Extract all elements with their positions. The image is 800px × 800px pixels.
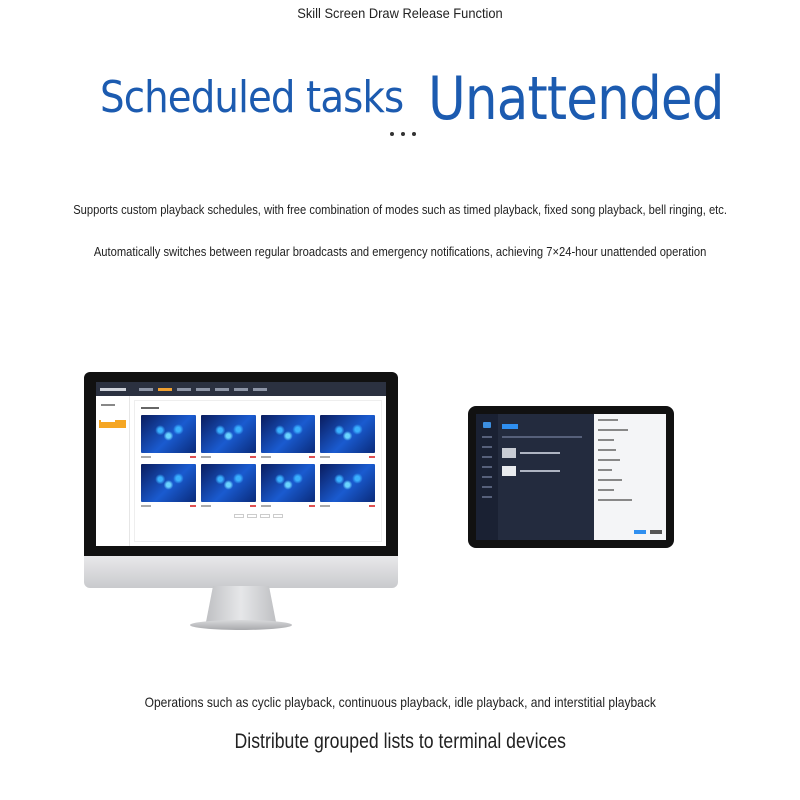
tablet-list-item bbox=[502, 446, 590, 460]
description-schedules: Supports custom playback schedules, with free combination of modes such as timed playback, fixed song playback, bell ringing, etc. bbox=[73, 202, 727, 217]
media-card bbox=[201, 415, 256, 458]
hero-title-scheduled: Scheduled tasks bbox=[100, 72, 404, 123]
monitor-screen bbox=[96, 382, 386, 546]
sidebar-item bbox=[99, 404, 126, 412]
app-sidebar bbox=[96, 396, 130, 546]
footer-operations: Operations such as cyclic playback, continuous playback, idle playback, and interstitial playback bbox=[144, 694, 656, 710]
tablet-settings-panel bbox=[594, 414, 666, 540]
tablet-list-item bbox=[502, 464, 590, 478]
tablet-tab bbox=[502, 424, 518, 429]
tablet-list-panel bbox=[476, 414, 594, 540]
hero-title-unattended: Unattended bbox=[428, 64, 724, 134]
monitor-chin bbox=[84, 556, 398, 588]
description-unattended: Automatically switches between regular broadcasts and emergency notifications, achieving 7×24-hour unattended operation bbox=[93, 244, 707, 259]
media-card bbox=[320, 415, 375, 458]
app-nav bbox=[139, 388, 267, 391]
media-card bbox=[201, 464, 256, 507]
tablet-screen bbox=[476, 414, 666, 540]
media-card bbox=[261, 415, 316, 458]
ellipsis-icon bbox=[390, 132, 416, 140]
media-grid bbox=[141, 415, 375, 507]
media-card bbox=[320, 464, 375, 507]
media-card bbox=[141, 415, 196, 458]
monitor-stand bbox=[190, 586, 292, 632]
page-header: Skill Screen Draw Release Function bbox=[297, 5, 503, 21]
tablet-nav-rail bbox=[476, 414, 498, 540]
app-logo bbox=[100, 388, 126, 391]
app-main bbox=[134, 400, 382, 542]
app-main-heading bbox=[141, 407, 159, 409]
desktop-monitor-icon bbox=[84, 372, 398, 588]
media-card bbox=[141, 464, 196, 507]
tablet-icon bbox=[468, 406, 674, 548]
app-topbar bbox=[96, 382, 386, 396]
footer-distribute: Distribute grouped lists to terminal devices bbox=[234, 730, 566, 753]
sidebar-item-active bbox=[99, 420, 126, 428]
pagination bbox=[141, 514, 375, 518]
media-card bbox=[261, 464, 316, 507]
